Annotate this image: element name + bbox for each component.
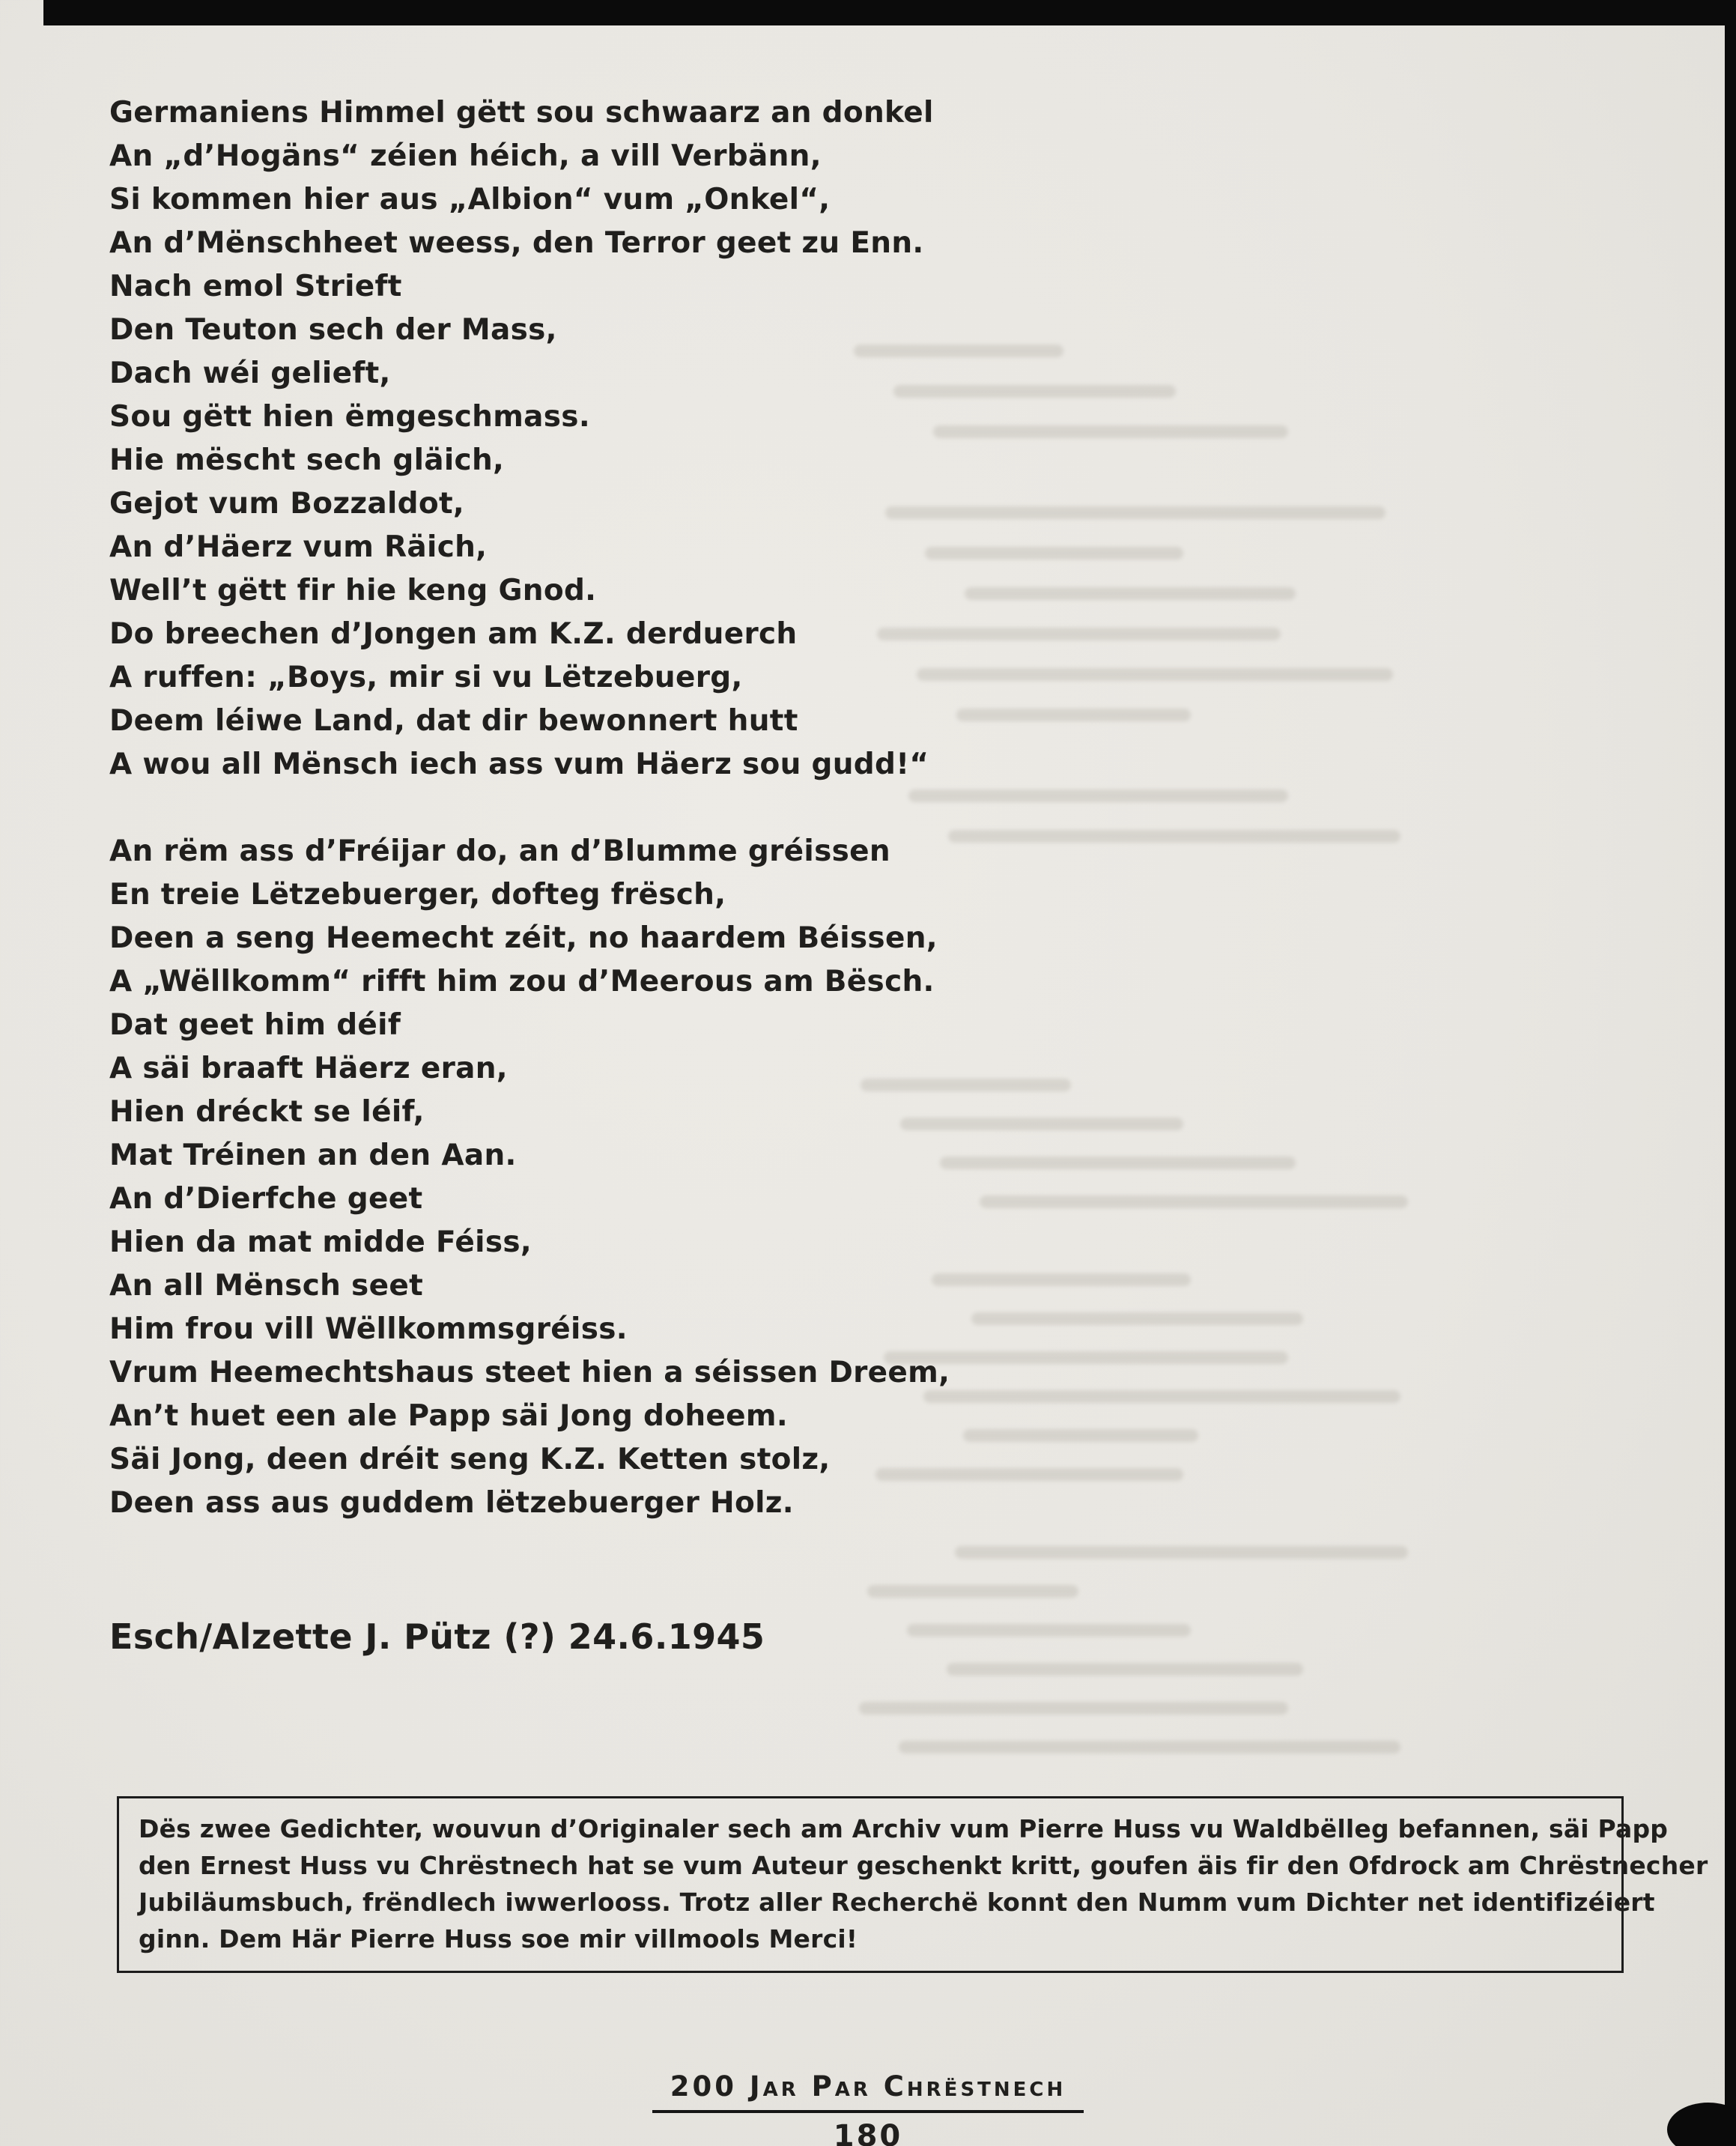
poem-line: Vrum Heemechtshaus steet hien a séissen Dreem,	[109, 1356, 950, 1389]
poem-line: A ruffen: „Boys, mir si vu Lëtzebuerg,	[109, 661, 743, 694]
poem-line: Deen a seng Heemecht zéit, no haardem Béissen,	[109, 921, 938, 955]
note-line: den Ernest Huss vu Chrëstnech hat se vum Auteur geschenkt kritt, goufen äis fir den Ofdrock am Chrëstnecher	[139, 1851, 1708, 1880]
poem-line: Deem léiwe Land, dat dir bewonnert hutt	[109, 704, 798, 738]
poem-attribution: Esch/Alzette J. Pütz (?) 24.6.1945	[109, 1616, 765, 1657]
poem-line: Dat geet him déif	[109, 1008, 401, 1042]
scan-artifact-top-edge	[43, 0, 1736, 25]
poem-line: Nach emol Strieft	[109, 270, 402, 303]
poem-line: Him frou vill Wëllkommsgréiss.	[109, 1312, 628, 1346]
poem-line: An „d’Hogäns“ zéien héich, a vill Verbänn,	[109, 139, 822, 173]
poem-line: Do breechen d’Jongen am K.Z. derduerch	[109, 617, 798, 651]
poem-stanza-1	[109, 91, 1008, 786]
poem-line: An’t huet een ale Papp säi Jong doheem.	[109, 1399, 788, 1433]
poem-line: Sou gëtt hien ëmgeschmass.	[109, 400, 590, 434]
poem-line: Mat Tréinen an den Aan.	[109, 1139, 517, 1172]
poem-line: An rëm ass d’Fréijar do, an d’Blumme gréissen	[109, 834, 890, 868]
poem-line: Si kommen hier aus „Albion“ vum „Onkel“,	[109, 183, 831, 216]
poem-line: An d’Dierfche geet	[109, 1182, 423, 1216]
poem-line: Deen ass aus guddem lëtzebuerger Holz.	[109, 1486, 794, 1520]
poem-line: A säi braaft Häerz eran,	[109, 1052, 508, 1085]
poem-line: An all Mënsch seet	[109, 1269, 424, 1303]
book-series-title: 200 Jar Par Chrëstnech	[652, 2070, 1084, 2113]
poem-line: Gejot vum Bozzaldot,	[109, 487, 465, 521]
page-footer	[0, 2070, 1736, 2146]
poem-line: Säi Jong, deen dréit seng K.Z. Ketten stolz,	[109, 1443, 831, 1476]
poem-line: Well’t gëtt fir hie keng Gnod.	[109, 574, 597, 607]
poem-line: An d’Mënschheet weess, den Terror geet zu Enn.	[109, 226, 924, 260]
poem-stanza-2	[109, 830, 1008, 1525]
poem-line: Germaniens Himmel gëtt sou schwaarz an donkel	[109, 96, 934, 130]
poem	[109, 91, 1008, 1657]
poem-line: Hien da mat midde Féiss,	[109, 1225, 532, 1259]
note-line: ginn. Dem Här Pierre Huss soe mir villmools Merci!	[139, 1924, 858, 1953]
note-line: Dës zwee Gedichter, wouvun d’Originaler sech am Archiv vum Pierre Huss vu Waldbëlleg befannen, säi Papp	[139, 1814, 1669, 1843]
editorial-note-box	[117, 1796, 1708, 1973]
poem-line: Hien dréckt se léif,	[109, 1095, 425, 1129]
poem-line: En treie Lëtzebuerger, dofteg frësch,	[109, 878, 726, 912]
poem-line: Dach wéi gelieft,	[109, 357, 391, 390]
poem-line: A „Wëllkomm“ rifft him zou d’Meerous am Bësch.	[109, 965, 935, 998]
poem-line: A wou all Mënsch iech ass vum Häerz sou gudd!“	[109, 748, 929, 781]
note-line: Jubiläumsbuch, frëndlech iwwerlooss. Trotz aller Recherchë konnt den Numm vum Dichter net identifizéiert	[139, 1888, 1655, 1917]
poem-line: An d’Häerz vum Räich,	[109, 530, 488, 564]
poem-line: Hie mëscht sech gläich,	[109, 443, 505, 477]
page-number: 180	[833, 2119, 903, 2146]
scan-artifact-right-edge	[1725, 0, 1736, 2146]
poem-line: Den Teuton sech der Mass,	[109, 313, 557, 347]
